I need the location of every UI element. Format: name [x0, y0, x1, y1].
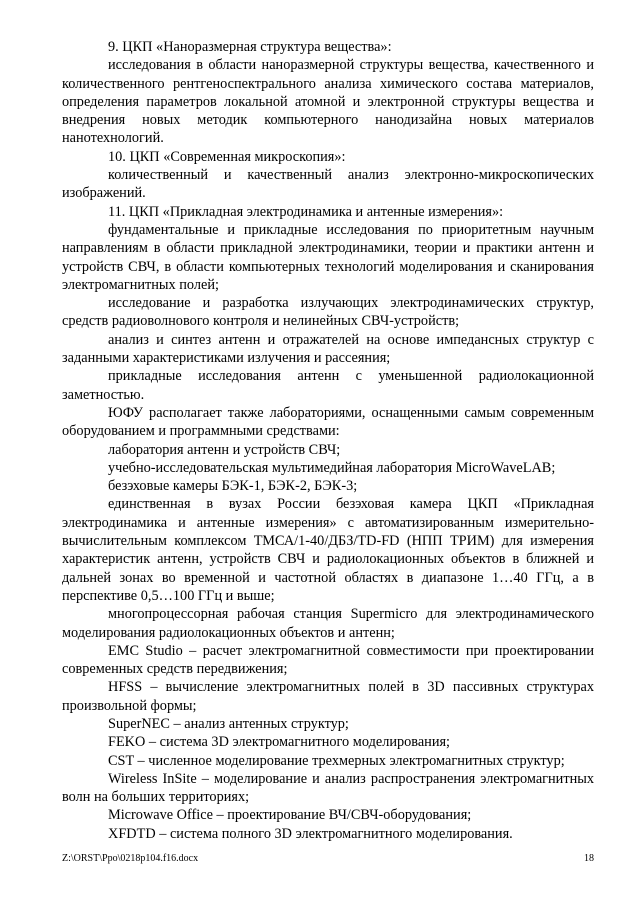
paragraph: анализ и синтез антенн и отражателей на основе импедансных структур с заданными характеристиками излучения и рассеяния;	[62, 331, 594, 367]
paragraph: количественный и качественный анализ электронно-микроскопических изображений.	[62, 167, 594, 202]
list-item: учебно-исследовательская мультимедийная лаборатория MicroWaveLAB;	[108, 459, 556, 476]
list-item: FEKO – система 3D электромагнитного моделирования;	[108, 734, 451, 751]
document-body	[62, 38, 594, 843]
paragraph: прикладные исследования антенн с уменьшенной радиолокационной заметностью.	[62, 368, 594, 403]
list-item: лаборатория антенн и устройств СВЧ;	[108, 441, 341, 458]
list-item: XFDTD – система полного 3D электромагнитного моделирования.	[108, 825, 513, 842]
heading-electrodynamics: 11. ЦКП «Прикладная электродинамика и антенные измерения»:	[108, 203, 504, 220]
list-item: многопроцессорная рабочая станция Supermicro для электродинамического моделирования радиолокационных объектов и антенн;	[62, 606, 594, 641]
paragraph-laboratories-intro: ЮФУ располагает также лабораториями, оснащенными самым современным оборудованием и программными средствами:	[62, 404, 594, 440]
page-number: 18	[584, 853, 594, 864]
list-item: CST – численное моделирование трехмерных электромагнитных структур;	[108, 752, 565, 769]
footer-file-path: Z:\ORST\Ppo\0218p104.f16.docx	[62, 853, 199, 864]
paragraph: фундаментальные и прикладные исследования по приоритетным научным направлениям в области прикладной электродинамики, теории и практики антенн и устройств СВЧ, в области компьютерных технологий моделирования и сканирования электромагнитных полей;	[62, 221, 594, 293]
heading-microscopy: 10. ЦКП «Современная микроскопия»:	[108, 148, 346, 165]
list-item: EMC Studio – расчет электромагнитной совместимости при проектировании современных средств передвижения;	[62, 642, 594, 678]
list-item: единственная в вузах России безэховая камера ЦКП «Прикладная электродинамика и антенные измерения» с автоматизированным измерительно-вычислительным комплексом ТМСА/1-40/ДБЗ/TD-FD (НПП ТРИМ) для измерения характеристик антенн, устройств СВЧ и радиолокационных объектов в ближней и дальней зонах во временной и частотной областях в диапазоне 1…40 ГГц, а в перспективе 0,5…100 ГГц и выше;	[62, 496, 594, 604]
list-item: Microwave Office – проектирование ВЧ/СВЧ-оборудования;	[108, 807, 472, 824]
list-item: SuperNEC – анализ антенных структур;	[108, 715, 349, 732]
list-item: HFSS – вычисление электромагнитных полей в 3D пассивных структурах произвольной формы;	[62, 679, 594, 714]
list-item: безэховые камеры БЭК-1, БЭК-2, БЭК-3;	[108, 478, 358, 495]
heading-nanostructure: 9. ЦКП «Наноразмерная структура вещества»:	[108, 39, 392, 55]
paragraph: исследование и разработка излучающих электродинамических структур, средств радиоволнового контроля и нелинейных СВЧ-устройств;	[62, 295, 594, 330]
list-item: Wireless InSite – моделирование и анализ распространения электромагнитных волн на больших территориях;	[62, 770, 594, 806]
paragraph: исследования в области наноразмерной структуры вещества, качественного и количественного рентгеноспектрального анализа химического состава материалов, определения параметров локальной атомной и электронной структуры вещества и внедрения новых методик компьютерного нанодизайна новых материалов нанотехнологий.	[62, 57, 594, 147]
